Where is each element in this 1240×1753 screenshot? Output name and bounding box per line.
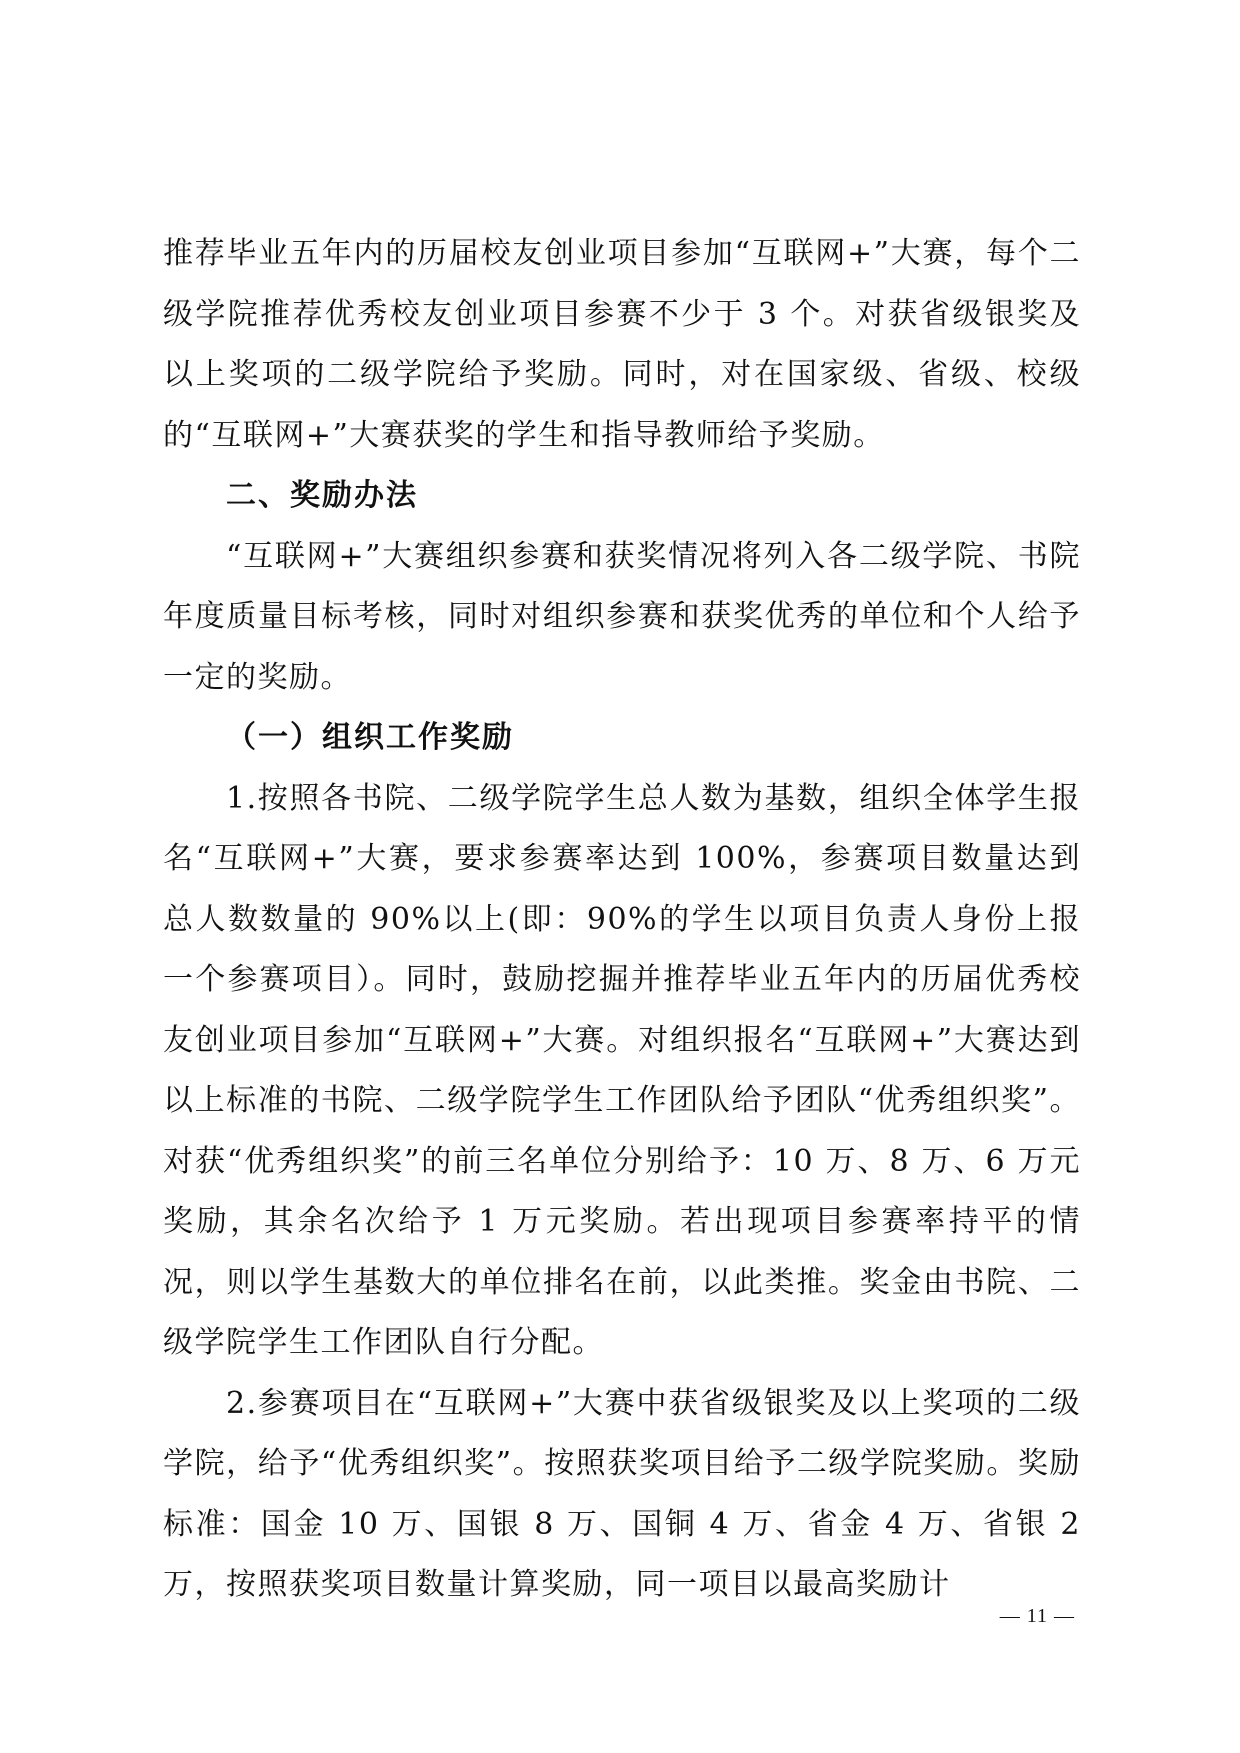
page-number: — 11 — [999, 1605, 1075, 1627]
paragraph-intro-continuation: 推荐毕业五年内的历届校友创业项目参加“互联网+”大赛，每个二级学院推荐优秀校友创业项目参赛不少于 3 个。对获省级银奖及以上奖项的二级学院给予奖励。同时，对在国家级、省级、校级的“互联网+”大赛获奖的学生和指导教师给予奖励。 [163, 236, 1081, 453]
document-body [163, 224, 1081, 1616]
paragraph-reward-overview: “互联网+”大赛组织参赛和获奖情况将列入各二级学院、书院年度质量目标考核，同时对组织参赛和获奖优秀的单位和个人给予一定的奖励。 [163, 538, 1081, 695]
paragraph-item-2: 2.参赛项目在“互联网+”大赛中获省级银奖及以上奖项的二级学院，给予“优秀组织奖”。按照获奖项目给予二级学院奖励。奖励标准：国金 10 万、国银 8 万、国铜 4 万、省金 4 万、省银 2 万，按照获奖项目数量计算奖励，同一项目以最高奖励计 [163, 1385, 1081, 1602]
paragraph-item-1: 1.按照各书院、二级学院学生总人数为基数，组织全体学生报名“互联网+”大赛，要求参赛率达到 100%，参赛项目数量达到总人数数量的 90%以上(即：90%的学生以项目负责人身份上报一个参赛项目）。同时，鼓励挖掘并推荐毕业五年内的历届优秀校友创业项目参加“互联网+”大赛。对组织报名“互联网+”大赛达到以上标准的书院、二级学院学生工作团队给予团队“优秀组织奖”。对获“优秀组织奖”的前三名单位分别给予：10 万、8 万、6 万元奖励，其余名次给予 1 万元奖励。若出现项目参赛率持平的情况，则以学生基数大的单位排名在前，以此类推。奖金由书院、二级学院学生工作团队自行分配。 [163, 780, 1081, 1360]
section-heading-reward-methods: 二、奖励办法 [226, 478, 418, 513]
subsection-heading-organization-reward: （一）组织工作奖励 [226, 720, 514, 755]
